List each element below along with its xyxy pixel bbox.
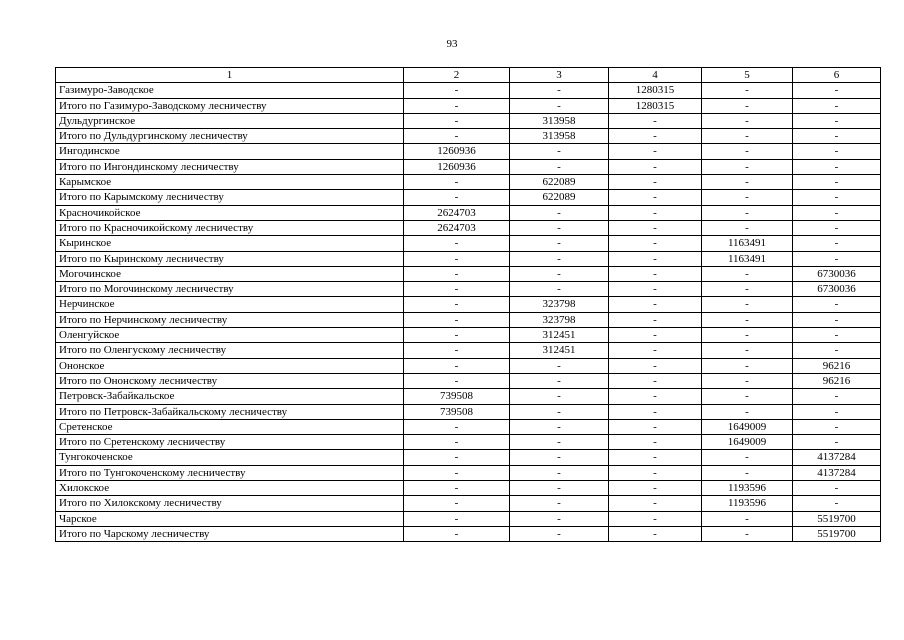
table-row	[56, 389, 881, 404]
value-cell: -	[702, 175, 793, 190]
value-cell: 5519700	[793, 511, 881, 526]
header-row	[56, 68, 881, 83]
value-cell: -	[793, 190, 881, 205]
forestry-name-cell: Итого по Хилокскому лесничеству	[56, 496, 404, 511]
table-row	[56, 312, 881, 327]
column-header: 6	[793, 68, 881, 83]
value-cell: -	[793, 343, 881, 358]
value-cell: -	[404, 175, 510, 190]
value-cell: -	[609, 450, 702, 465]
value-cell: 312451	[510, 343, 609, 358]
value-cell: -	[702, 190, 793, 205]
value-cell: 5519700	[793, 526, 881, 541]
value-cell: -	[609, 358, 702, 373]
value-cell: -	[510, 220, 609, 235]
forestry-name-cell: Ингодинское	[56, 144, 404, 159]
column-header: 4	[609, 68, 702, 83]
value-cell: -	[510, 373, 609, 388]
table-row	[56, 98, 881, 113]
value-cell: -	[609, 328, 702, 343]
forestry-name-cell: Итого по Сретенскому лесничеству	[56, 435, 404, 450]
value-cell: -	[793, 129, 881, 144]
value-cell: -	[404, 526, 510, 541]
table-row	[56, 159, 881, 174]
value-cell: -	[510, 205, 609, 220]
value-cell: -	[404, 343, 510, 358]
value-cell: 2624703	[404, 220, 510, 235]
value-cell: -	[793, 236, 881, 251]
value-cell: -	[609, 435, 702, 450]
value-cell: -	[793, 481, 881, 496]
forestry-name-cell: Хилокское	[56, 481, 404, 496]
value-cell: -	[793, 175, 881, 190]
value-cell: -	[793, 312, 881, 327]
forestry-name-cell: Итого по Дульдургинскому лесничеству	[56, 129, 404, 144]
value-cell: 1260936	[404, 144, 510, 159]
value-cell: -	[510, 526, 609, 541]
table-row	[56, 373, 881, 388]
value-cell: -	[510, 450, 609, 465]
forestry-name-cell: Итого по Чарскому лесничеству	[56, 526, 404, 541]
value-cell: -	[510, 358, 609, 373]
value-cell: -	[702, 113, 793, 128]
value-cell: -	[609, 481, 702, 496]
value-cell: -	[609, 159, 702, 174]
table-row	[56, 113, 881, 128]
value-cell: -	[609, 129, 702, 144]
table-header	[56, 68, 881, 83]
forestry-name-cell: Могочинское	[56, 266, 404, 281]
value-cell: -	[510, 481, 609, 496]
forestry-name-cell: Итого по Кыринскому лесничеству	[56, 251, 404, 266]
forestry-name-cell: Итого по Оленгускому лесничеству	[56, 343, 404, 358]
value-cell: -	[510, 251, 609, 266]
value-cell: -	[793, 113, 881, 128]
value-cell: -	[609, 511, 702, 526]
value-cell: -	[702, 343, 793, 358]
value-cell: -	[702, 266, 793, 281]
value-cell: -	[510, 419, 609, 434]
value-cell: -	[793, 220, 881, 235]
value-cell: -	[702, 83, 793, 98]
value-cell: -	[404, 236, 510, 251]
forestry-name-cell: Итого по Карымскому лесничеству	[56, 190, 404, 205]
value-cell: -	[609, 297, 702, 312]
value-cell: 4137284	[793, 465, 881, 480]
value-cell: 1649009	[702, 419, 793, 434]
table-body	[56, 83, 881, 542]
value-cell: -	[609, 251, 702, 266]
forestry-name-cell: Дульдургинское	[56, 113, 404, 128]
value-cell: -	[793, 297, 881, 312]
value-cell: 622089	[510, 190, 609, 205]
value-cell: -	[609, 236, 702, 251]
value-cell: -	[793, 404, 881, 419]
value-cell: -	[609, 343, 702, 358]
value-cell: -	[702, 220, 793, 235]
value-cell: -	[609, 190, 702, 205]
value-cell: -	[404, 419, 510, 434]
value-cell: 739508	[404, 389, 510, 404]
column-header: 1	[56, 68, 404, 83]
value-cell: -	[510, 266, 609, 281]
value-cell: -	[793, 419, 881, 434]
forestry-name-cell: Кыринское	[56, 236, 404, 251]
table-row	[56, 251, 881, 266]
value-cell: -	[609, 220, 702, 235]
column-header: 3	[510, 68, 609, 83]
value-cell: -	[702, 297, 793, 312]
forestry-name-cell: Сретенское	[56, 419, 404, 434]
table-row	[56, 526, 881, 541]
value-cell: 1649009	[702, 435, 793, 450]
value-cell: -	[404, 465, 510, 480]
value-cell: -	[510, 159, 609, 174]
value-cell: -	[510, 465, 609, 480]
forestry-name-cell: Итого по Ононскому лесничеству	[56, 373, 404, 388]
value-cell: 622089	[510, 175, 609, 190]
forestry-name-cell: Итого по Тунгокоченскому лесничеству	[56, 465, 404, 480]
value-cell: -	[404, 312, 510, 327]
value-cell: 313958	[510, 113, 609, 128]
value-cell: -	[793, 328, 881, 343]
value-cell: -	[702, 465, 793, 480]
value-cell: -	[793, 435, 881, 450]
value-cell: 4137284	[793, 450, 881, 465]
value-cell: -	[793, 98, 881, 113]
value-cell: -	[702, 526, 793, 541]
forestry-name-cell: Итого по Нерчинскому лесничеству	[56, 312, 404, 327]
value-cell: -	[510, 83, 609, 98]
value-cell: 323798	[510, 312, 609, 327]
value-cell: 323798	[510, 297, 609, 312]
value-cell: -	[404, 328, 510, 343]
value-cell: 6730036	[793, 282, 881, 297]
value-cell: -	[609, 373, 702, 388]
value-cell: -	[609, 144, 702, 159]
value-cell: 1280315	[609, 98, 702, 113]
column-header: 2	[404, 68, 510, 83]
table-row	[56, 450, 881, 465]
value-cell: -	[404, 282, 510, 297]
value-cell: -	[609, 496, 702, 511]
table-row	[56, 343, 881, 358]
value-cell: -	[404, 358, 510, 373]
table-row	[56, 144, 881, 159]
value-cell: -	[404, 481, 510, 496]
value-cell: 1280315	[609, 83, 702, 98]
value-cell: 1163491	[702, 236, 793, 251]
value-cell: -	[404, 251, 510, 266]
value-cell: -	[702, 98, 793, 113]
value-cell: -	[404, 297, 510, 312]
column-header: 5	[702, 68, 793, 83]
value-cell: 96216	[793, 358, 881, 373]
value-cell: 739508	[404, 404, 510, 419]
table-row	[56, 190, 881, 205]
value-cell: -	[404, 83, 510, 98]
value-cell: 6730036	[793, 266, 881, 281]
value-cell: -	[793, 496, 881, 511]
table-row	[56, 220, 881, 235]
forestry-table	[55, 67, 881, 542]
table-row	[56, 465, 881, 480]
value-cell: -	[609, 465, 702, 480]
value-cell: -	[793, 389, 881, 404]
table-row	[56, 282, 881, 297]
forestry-name-cell: Ононское	[56, 358, 404, 373]
value-cell: -	[702, 358, 793, 373]
value-cell: -	[404, 266, 510, 281]
value-cell: -	[793, 251, 881, 266]
table-row	[56, 266, 881, 281]
table-row	[56, 511, 881, 526]
value-cell: 1193596	[702, 481, 793, 496]
value-cell: -	[702, 159, 793, 174]
table-row	[56, 481, 881, 496]
value-cell: -	[609, 526, 702, 541]
value-cell: -	[609, 175, 702, 190]
value-cell: -	[702, 144, 793, 159]
value-cell: -	[702, 450, 793, 465]
value-cell: -	[510, 98, 609, 113]
value-cell: -	[609, 389, 702, 404]
value-cell: -	[702, 373, 793, 388]
value-cell: -	[793, 205, 881, 220]
value-cell: -	[404, 373, 510, 388]
value-cell: -	[793, 159, 881, 174]
value-cell: -	[404, 511, 510, 526]
value-cell: -	[510, 496, 609, 511]
value-cell: 2624703	[404, 205, 510, 220]
value-cell: -	[702, 312, 793, 327]
table-row	[56, 435, 881, 450]
value-cell: -	[404, 190, 510, 205]
value-cell: -	[609, 419, 702, 434]
value-cell: -	[793, 144, 881, 159]
value-cell: -	[404, 496, 510, 511]
forestry-name-cell: Итого по Газимуро-Заводскому лесничеству	[56, 98, 404, 113]
value-cell: 313958	[510, 129, 609, 144]
value-cell: -	[702, 129, 793, 144]
value-cell: -	[510, 435, 609, 450]
forestry-name-cell: Итого по Красночикойскому лесничеству	[56, 220, 404, 235]
forestry-name-cell: Петровск-Забайкальское	[56, 389, 404, 404]
value-cell: 1163491	[702, 251, 793, 266]
value-cell: -	[404, 113, 510, 128]
value-cell: -	[702, 404, 793, 419]
value-cell: 1260936	[404, 159, 510, 174]
forestry-name-cell: Красночикойское	[56, 205, 404, 220]
value-cell: -	[404, 98, 510, 113]
value-cell: -	[510, 511, 609, 526]
forestry-name-cell: Тунгокоченское	[56, 450, 404, 465]
table-row	[56, 496, 881, 511]
table-row	[56, 83, 881, 98]
table-row	[56, 358, 881, 373]
value-cell: -	[510, 282, 609, 297]
value-cell: -	[609, 312, 702, 327]
table-row	[56, 419, 881, 434]
value-cell: -	[404, 435, 510, 450]
forestry-name-cell: Газимуро-Заводское	[56, 83, 404, 98]
value-cell: 312451	[510, 328, 609, 343]
value-cell: -	[510, 236, 609, 251]
value-cell: -	[609, 205, 702, 220]
value-cell: -	[510, 404, 609, 419]
forestry-name-cell: Чарское	[56, 511, 404, 526]
value-cell: -	[702, 328, 793, 343]
table-row	[56, 205, 881, 220]
table-row	[56, 129, 881, 144]
table-row	[56, 404, 881, 419]
value-cell: -	[404, 129, 510, 144]
table-row	[56, 328, 881, 343]
value-cell: -	[702, 282, 793, 297]
value-cell: -	[609, 113, 702, 128]
forestry-name-cell: Итого по Ингондинскому лесничеству	[56, 159, 404, 174]
forestry-name-cell: Оленгуйское	[56, 328, 404, 343]
table-row	[56, 175, 881, 190]
table-row	[56, 236, 881, 251]
page-number: 93	[446, 38, 458, 50]
value-cell: -	[702, 389, 793, 404]
value-cell: -	[404, 450, 510, 465]
value-cell: -	[510, 389, 609, 404]
forestry-name-cell: Карымское	[56, 175, 404, 190]
forestry-name-cell: Итого по Могочинскому лесничеству	[56, 282, 404, 297]
value-cell: -	[510, 144, 609, 159]
value-cell: -	[793, 83, 881, 98]
value-cell: -	[702, 205, 793, 220]
value-cell: -	[702, 511, 793, 526]
value-cell: -	[609, 266, 702, 281]
value-cell: -	[609, 404, 702, 419]
table-row	[56, 297, 881, 312]
forestry-name-cell: Нерчинское	[56, 297, 404, 312]
value-cell: -	[609, 282, 702, 297]
value-cell: 1193596	[702, 496, 793, 511]
forestry-name-cell: Итого по Петровск-Забайкальскому лесничеству	[56, 404, 404, 419]
value-cell: 96216	[793, 373, 881, 388]
